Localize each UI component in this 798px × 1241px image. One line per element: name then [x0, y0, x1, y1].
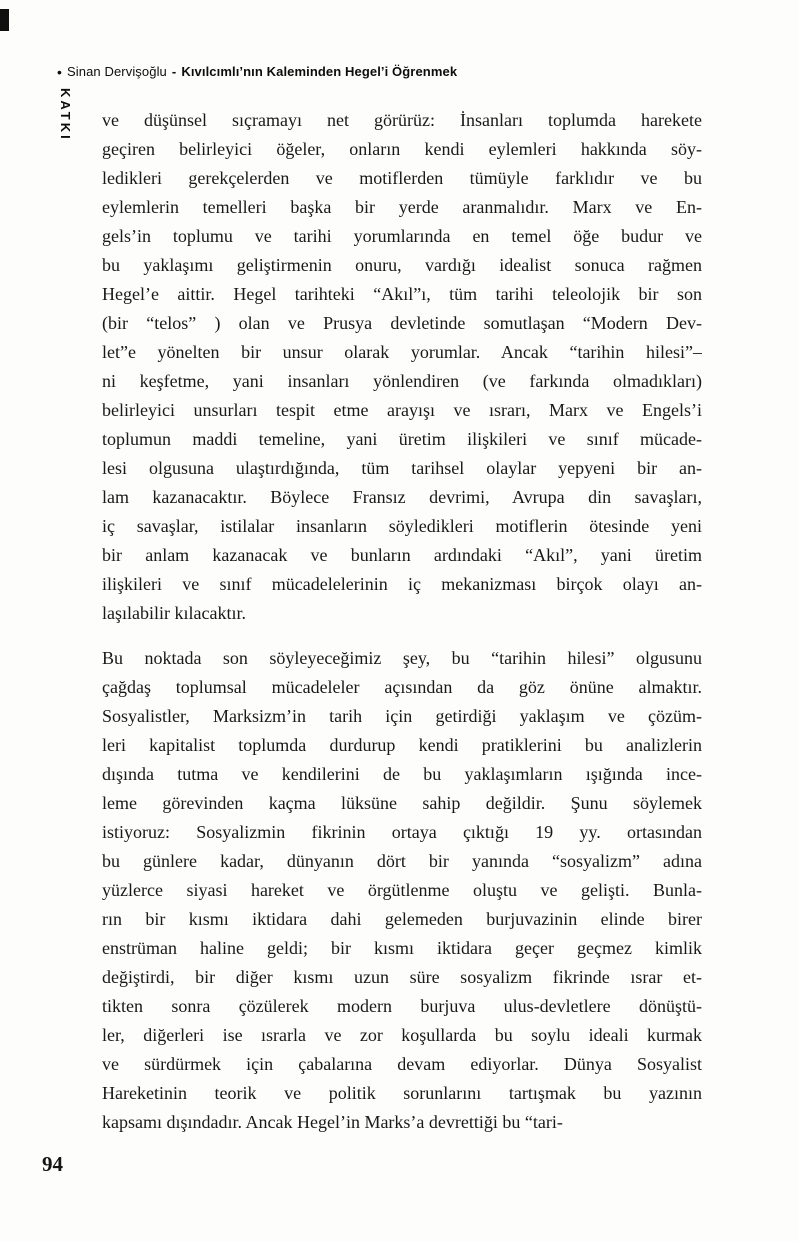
text-line: rın bir kısmı iktidara dahi gelemeden burjuvazinin elinde birer: [102, 909, 702, 929]
text-line: ilişkileri ve sınıf mücadelelerinin iç mekanizması birçok olayı an-: [102, 574, 702, 594]
text-line: let”e yönelten bir unsur olarak yorumlar. Ancak “tarihin hilesi”–: [102, 342, 702, 362]
text-line: Bu noktada son söyleyeceğimiz şey, bu “tarihin hilesi” olgusunu: [102, 648, 702, 668]
page-edge-mark: [0, 9, 9, 31]
header-title: Kıvılcımlı’nın Kaleminden Hegel’i Öğrenmek: [181, 64, 458, 79]
text-line: bu yaklaşımı geliştirmenin onuru, vardığı idealist sonuca rağmen: [102, 255, 702, 275]
body-text: [102, 106, 702, 1137]
text-line: Hegel’e aittir. Hegel tarihteki “Akıl”ı, tüm tarihi teleolojik bir son: [102, 284, 702, 304]
paragraph: [102, 106, 702, 628]
text-line: ve sürdürmek için çabalarına devam ediyorlar. Dünya Sosyalist: [102, 1054, 702, 1074]
text-line: geçiren belirleyici öğeler, onların kendi eylemleri hakkında söy-: [102, 139, 702, 159]
text-line: Sosyalistler, Marksizm’in tarih için getirdiği yaklaşım ve çözüm-: [102, 706, 702, 726]
text-line: (bir “telos” ) olan ve Prusya devletinde somutlaşan “Modern Dev-: [102, 313, 702, 333]
text-line: laşılabilir kılacaktır.: [102, 603, 246, 623]
text-line: ve düşünsel sıçramayı net görürüz: İnsanları toplumda harekete: [102, 110, 702, 130]
text-line: iç savaşlar, istilalar insanların söyledikleri motiflerin ötesinde yeni: [102, 516, 702, 536]
text-line: bir anlam kazanacak ve bunların ardındaki “Akıl”, yani üretim: [102, 545, 702, 565]
text-line: istiyoruz: Sosyalizmin fikrinin ortaya çıktığı 19 yy. ortasından: [102, 822, 702, 842]
spine-label: KATKI: [58, 88, 73, 142]
text-line: ni keşfetme, yani insanları yönlendiren (ve farkında olmadıkları): [102, 371, 702, 391]
text-line: leri kapitalist toplumda durdurup kendi pratiklerini bu analizlerin: [102, 735, 702, 755]
text-line: eylemlerin temelleri başka bir yerde aranmalıdır. Marx ve En-: [102, 197, 702, 217]
text-line: tikten sonra çözülerek modern burjuva ulus-devletlere dönüştü-: [102, 996, 702, 1016]
text-line: yüzlerce siyasi hareket ve örgütlenme oluştu ve gelişti. Bunla-: [102, 880, 702, 900]
running-header: [57, 64, 457, 79]
text-line: belirleyici unsurları tespit etme arayışı ve ısrarı, Marx ve Engels’i: [102, 400, 702, 420]
text-line: ler, diğerleri ise ısrarla ve zor koşullarda bu soylu ideali kurmak: [102, 1025, 702, 1045]
text-line: kapsamı dışındadır. Ancak Hegel’in Marks’a devrettiği bu “tari-: [102, 1112, 563, 1132]
text-line: ledikleri gerekçelerden ve motiflerden tümüyle farklıdır ve bu: [102, 168, 702, 188]
text-line: enstrüman haline geldi; bir kısmı iktidara geçer geçmez kimlik: [102, 938, 702, 958]
text-line: çağdaş toplumsal mücadeleler açısından da göz önüne almaktır.: [102, 677, 702, 697]
text-line: toplumun maddi temeline, yani üretim ilişkileri ve sınıf mücade-: [102, 429, 702, 449]
text-line: Hareketinin teorik ve politik sorunlarını tartışmak bu yazının: [102, 1083, 702, 1103]
text-line: gels’in toplumu ve tarihi yorumlarında en temel öğe budur ve: [102, 226, 702, 246]
bullet-icon: •: [57, 64, 63, 80]
text-line: lam kazanacaktır. Böylece Fransız devrimi, Avrupa din savaşları,: [102, 487, 702, 507]
header-separator: -: [171, 64, 177, 79]
page-number: 94: [42, 1152, 63, 1176]
text-line: değiştirdi, bir diğer kısmı uzun süre sosyalizm fikrinde ısrar et-: [102, 967, 702, 987]
header-author: Sinan Dervişoğlu: [67, 64, 167, 79]
text-line: dışında tutma ve kendilerini de bu yaklaşımların ışığında ince-: [102, 764, 702, 784]
text-line: leme görevinden kaçma lüksüne sahip değildir. Şunu söylemek: [102, 793, 702, 813]
text-line: lesi olgusuna ulaştırdığında, tüm tarihsel olaylar yepyeni bir an-: [102, 458, 702, 478]
paragraph: [102, 644, 702, 1137]
text-line: bu günlere kadar, dünyanın dört bir yanında “sosyalizm” adına: [102, 851, 702, 871]
